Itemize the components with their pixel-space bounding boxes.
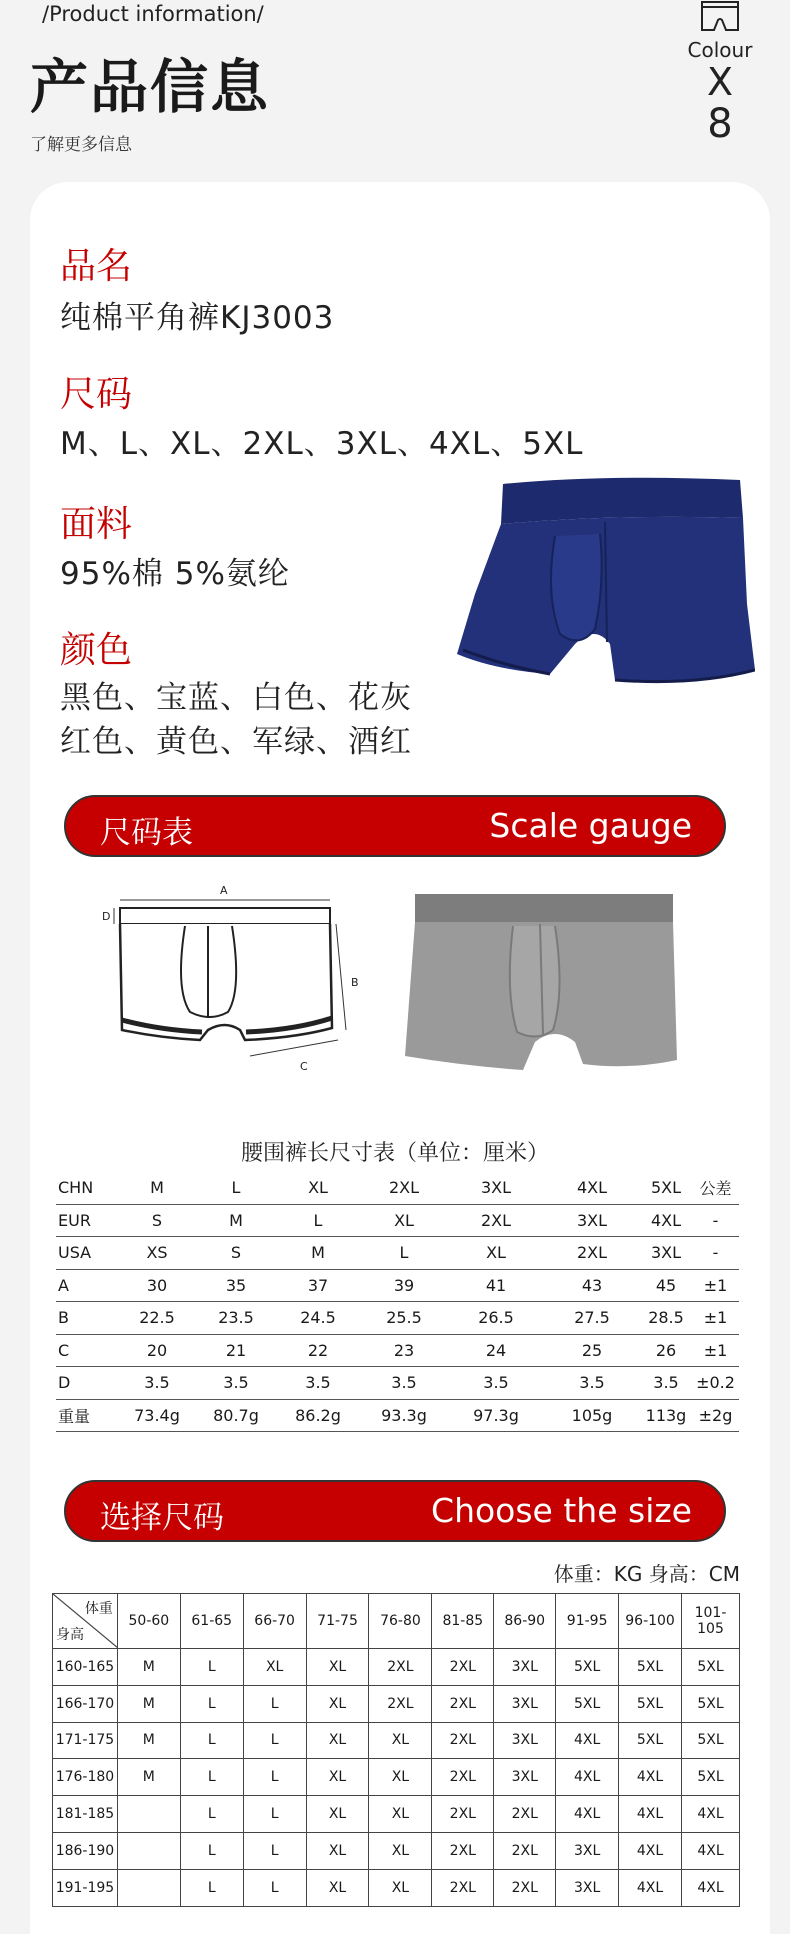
size-table-cell: 3.5 <box>640 1367 692 1400</box>
size-table-cell: 86.2g <box>276 1399 360 1432</box>
size-table-cell: 24.5 <box>276 1302 360 1335</box>
size-cell: XL <box>306 1796 369 1833</box>
choose-size-row <box>53 1685 740 1722</box>
choose-size-row <box>53 1869 740 1906</box>
size-table-cell: 41 <box>448 1269 544 1302</box>
height-range-cell: 176-180 <box>53 1759 118 1796</box>
size-cell: XL <box>306 1759 369 1796</box>
size-cell: 2XL <box>432 1869 494 1906</box>
size-table-cell: XL <box>448 1237 544 1270</box>
weight-header-cell: 50-60 <box>117 1594 180 1649</box>
size-table-row <box>56 1204 739 1237</box>
height-range-cell: 171-175 <box>53 1722 118 1759</box>
size-cell: 2XL <box>432 1759 494 1796</box>
size-cell: XL <box>306 1869 369 1906</box>
underwear-icon <box>699 0 741 34</box>
weight-header-cell: 101-105 <box>682 1594 740 1649</box>
size-table-cell: 20 <box>118 1334 196 1367</box>
size-cell: M <box>117 1722 180 1759</box>
fabric-value: 95%棉 5%氨纶 <box>60 556 290 592</box>
size-cell: L <box>243 1722 306 1759</box>
size-table-cell: M <box>196 1204 276 1237</box>
page-title: 产品信息 <box>30 53 271 121</box>
size-cell: 4XL <box>619 1832 682 1869</box>
size-table-row <box>56 1237 739 1270</box>
size-cell: 2XL <box>494 1832 556 1869</box>
name-label: 品名 <box>60 246 133 287</box>
size-table-cell: 28.5 <box>640 1302 692 1335</box>
size-cell: 2XL <box>432 1832 494 1869</box>
size-table-cell: 26 <box>640 1334 692 1367</box>
choose-size-en: Choose the size <box>431 1491 692 1530</box>
size-table-cell: 22 <box>276 1334 360 1367</box>
choose-size-row <box>53 1796 740 1833</box>
size-cell: 5XL <box>682 1649 740 1686</box>
size-table-cell: 2XL <box>448 1204 544 1237</box>
size-table-cell: 3.5 <box>118 1367 196 1400</box>
height-range-cell: 160-165 <box>53 1649 118 1686</box>
size-cell: 5XL <box>619 1722 682 1759</box>
diagram-label-a: A <box>220 884 228 897</box>
size-cell: 3XL <box>556 1869 619 1906</box>
size-cell: 2XL <box>432 1649 494 1686</box>
size-cell: L <box>180 1649 243 1686</box>
size-table-cell: - <box>692 1204 739 1237</box>
weight-header-cell: 66-70 <box>243 1594 306 1649</box>
size-cell: XL <box>369 1722 432 1759</box>
size-table-cell: M <box>118 1172 196 1204</box>
size-table-cell: S <box>196 1237 276 1270</box>
choose-size-row <box>53 1759 740 1796</box>
size-table-cell: 3.5 <box>196 1367 276 1400</box>
size-cell: 5XL <box>682 1685 740 1722</box>
size-cell: XL <box>369 1869 432 1906</box>
header-en-title: /Product information/ <box>42 2 264 26</box>
size-table-cell: USA <box>56 1237 118 1270</box>
size-table <box>56 1172 739 1432</box>
size-table-cell: ±1 <box>692 1302 739 1335</box>
size-table-row <box>56 1172 739 1204</box>
size-table-cell: ±0.2 <box>692 1367 739 1400</box>
size-table-cell: 93.3g <box>360 1399 448 1432</box>
size-table-cell: 73.4g <box>118 1399 196 1432</box>
size-cell: 4XL <box>619 1869 682 1906</box>
gray-boxer-image <box>405 892 680 1088</box>
size-table-cell: CHN <box>56 1172 118 1204</box>
size-cell: 3XL <box>494 1722 556 1759</box>
size-table-cell: S <box>118 1204 196 1237</box>
size-cell: 2XL <box>369 1685 432 1722</box>
size-table-cell: 公差 <box>692 1172 739 1204</box>
diagram-label-d: D <box>102 910 111 923</box>
size-table-cell: 24 <box>448 1334 544 1367</box>
size-cell: XL <box>369 1759 432 1796</box>
weight-header-cell: 81-85 <box>432 1594 494 1649</box>
choose-size-table <box>52 1593 740 1907</box>
size-table-cell: 3XL <box>640 1237 692 1270</box>
diagram-label-c: C <box>300 1060 308 1073</box>
size-cell: 5XL <box>619 1649 682 1686</box>
size-cell: 4XL <box>556 1796 619 1833</box>
height-range-cell: 166-170 <box>53 1685 118 1722</box>
size-table-cell: 23.5 <box>196 1302 276 1335</box>
colour-count: 8 <box>707 101 733 147</box>
size-cell: XL <box>369 1796 432 1833</box>
height-range-cell: 181-185 <box>53 1796 118 1833</box>
size-table-cell: 105g <box>544 1399 640 1432</box>
size-cell: L <box>180 1722 243 1759</box>
corner-weight-label: 体重 <box>84 1601 113 1617</box>
size-cell: 4XL <box>682 1796 740 1833</box>
size-table-row <box>56 1302 739 1335</box>
size-cell: L <box>243 1796 306 1833</box>
size-table-cell: XL <box>360 1204 448 1237</box>
size-table-cell: 113g <box>640 1399 692 1432</box>
corner-cell <box>53 1594 118 1649</box>
size-cell: L <box>180 1832 243 1869</box>
size-table-cell: 4XL <box>640 1204 692 1237</box>
size-table-cell: 43 <box>544 1269 640 1302</box>
size-table-cell: 3.5 <box>544 1367 640 1400</box>
size-table-row <box>56 1399 739 1432</box>
size-cell <box>117 1869 180 1906</box>
colour-count-block <box>670 0 770 146</box>
size-table-cell: 2XL <box>544 1237 640 1270</box>
size-cell: 2XL <box>432 1685 494 1722</box>
size-cell: 3XL <box>556 1832 619 1869</box>
size-cell: 2XL <box>494 1796 556 1833</box>
weight-header-cell: 71-75 <box>306 1594 369 1649</box>
size-cell: XL <box>369 1832 432 1869</box>
more-info-link[interactable]: 了解更多信息 <box>30 135 132 155</box>
size-table-cell: 37 <box>276 1269 360 1302</box>
corner-height-label: 身高 <box>56 1627 84 1643</box>
choose-size-row <box>53 1832 740 1869</box>
size-cell: XL <box>306 1685 369 1722</box>
size-cell: L <box>243 1759 306 1796</box>
units-note: 体重：KG 身高：CM <box>553 1562 740 1586</box>
size-cell: 5XL <box>556 1685 619 1722</box>
size-table-cell: D <box>56 1367 118 1400</box>
size-table-cell: XL <box>276 1172 360 1204</box>
size-table-cell: 27.5 <box>544 1302 640 1335</box>
size-value: M、L、XL、2XL、3XL、4XL、5XL <box>60 426 584 462</box>
size-table-cell: L <box>196 1172 276 1204</box>
size-cell: M <box>117 1685 180 1722</box>
size-table-row <box>56 1334 739 1367</box>
choose-size-header-row <box>53 1594 740 1649</box>
size-cell: 2XL <box>432 1796 494 1833</box>
size-table-cell: 25.5 <box>360 1302 448 1335</box>
size-table-cell: 26.5 <box>448 1302 544 1335</box>
size-cell: XL <box>306 1649 369 1686</box>
size-cell: M <box>117 1649 180 1686</box>
choose-size-zh: 选择尺码 <box>100 1500 224 1536</box>
size-table-cell: 25 <box>544 1334 640 1367</box>
color-value-line2: 红色、黄色、军绿、酒红 <box>60 724 412 760</box>
colour-multiply-sign: X <box>706 60 734 104</box>
scale-gauge-banner <box>64 795 726 857</box>
size-cell: 2XL <box>494 1869 556 1906</box>
size-cell: M <box>117 1759 180 1796</box>
size-cell: XL <box>306 1832 369 1869</box>
size-table-cell: B <box>56 1302 118 1335</box>
size-table-cell: XS <box>118 1237 196 1270</box>
color-label: 颜色 <box>60 630 133 671</box>
choose-size-row <box>53 1722 740 1759</box>
size-cell: 4XL <box>619 1796 682 1833</box>
size-table-cell: ±1 <box>692 1269 739 1302</box>
size-table-cell: 21 <box>196 1334 276 1367</box>
size-cell: 2XL <box>432 1722 494 1759</box>
size-cell: L <box>180 1796 243 1833</box>
size-table-cell: 重量 <box>56 1399 118 1432</box>
size-table-cell: 3XL <box>544 1204 640 1237</box>
size-table-cell: 3.5 <box>448 1367 544 1400</box>
size-cell: 4XL <box>556 1722 619 1759</box>
weight-header-cell: 76-80 <box>369 1594 432 1649</box>
size-table-cell: 2XL <box>360 1172 448 1204</box>
size-cell: 5XL <box>682 1722 740 1759</box>
size-cell: 3XL <box>494 1649 556 1686</box>
size-cell: 4XL <box>619 1759 682 1796</box>
scale-gauge-zh: 尺码表 <box>100 815 193 851</box>
size-table-cell: ±2g <box>692 1399 739 1432</box>
size-cell <box>117 1832 180 1869</box>
size-cell: 3XL <box>494 1759 556 1796</box>
navy-boxer-image <box>455 474 755 694</box>
size-table-cell: A <box>56 1269 118 1302</box>
size-table-cell: 97.3g <box>448 1399 544 1432</box>
size-table-title: 腰围裤长尺寸表（单位：厘米） <box>240 1141 549 1166</box>
color-value-line1: 黑色、宝蓝、白色、花灰 <box>60 680 412 716</box>
size-cell: 4XL <box>682 1832 740 1869</box>
colour-label: Colour <box>687 38 753 62</box>
size-table-cell: 39 <box>360 1269 448 1302</box>
size-table-cell: 3XL <box>448 1172 544 1204</box>
size-table-cell: L <box>276 1204 360 1237</box>
size-table-cell: M <box>276 1237 360 1270</box>
diagram-label-b: B <box>351 976 359 989</box>
size-cell: XL <box>306 1722 369 1759</box>
size-table-cell: 30 <box>118 1269 196 1302</box>
size-cell: 2XL <box>369 1649 432 1686</box>
height-range-cell: 186-190 <box>53 1832 118 1869</box>
size-table-cell: 5XL <box>640 1172 692 1204</box>
size-cell: 5XL <box>682 1759 740 1796</box>
size-cell: 4XL <box>556 1759 619 1796</box>
size-table-cell: ±1 <box>692 1334 739 1367</box>
size-cell: XL <box>243 1649 306 1686</box>
size-cell: L <box>243 1869 306 1906</box>
weight-header-cell: 96-100 <box>619 1594 682 1649</box>
height-range-cell: 191-195 <box>53 1869 118 1906</box>
size-cell: 5XL <box>556 1649 619 1686</box>
size-cell: L <box>243 1685 306 1722</box>
size-cell: L <box>180 1869 243 1906</box>
size-cell: L <box>243 1832 306 1869</box>
size-table-cell: 3.5 <box>360 1367 448 1400</box>
weight-header-cell: 86-90 <box>494 1594 556 1649</box>
weight-header-cell: 61-65 <box>180 1594 243 1649</box>
size-table-cell: C <box>56 1334 118 1367</box>
size-table-cell: L <box>360 1237 448 1270</box>
size-table-cell: 3.5 <box>276 1367 360 1400</box>
fabric-label: 面料 <box>60 504 133 545</box>
size-table-row <box>56 1367 739 1400</box>
size-cell: 4XL <box>682 1869 740 1906</box>
size-cell: L <box>180 1685 243 1722</box>
name-value: 纯棉平角裤KJ3003 <box>60 300 335 336</box>
size-table-cell: 35 <box>196 1269 276 1302</box>
size-table-cell: EUR <box>56 1204 118 1237</box>
choose-size-banner <box>64 1480 726 1542</box>
size-label: 尺码 <box>60 374 133 415</box>
size-table-cell: 45 <box>640 1269 692 1302</box>
weight-header-cell: 91-95 <box>556 1594 619 1649</box>
size-cell <box>117 1796 180 1833</box>
size-table-cell: 4XL <box>544 1172 640 1204</box>
size-table-cell: 80.7g <box>196 1399 276 1432</box>
size-table-cell: 23 <box>360 1334 448 1367</box>
size-table-cell: 22.5 <box>118 1302 196 1335</box>
size-cell: 5XL <box>619 1685 682 1722</box>
size-cell: L <box>180 1759 243 1796</box>
size-table-cell: - <box>692 1237 739 1270</box>
size-table-row <box>56 1269 739 1302</box>
scale-gauge-en: Scale gauge <box>489 806 692 845</box>
choose-size-row <box>53 1649 740 1686</box>
measurement-diagram <box>100 880 370 1080</box>
size-cell: 3XL <box>494 1685 556 1722</box>
